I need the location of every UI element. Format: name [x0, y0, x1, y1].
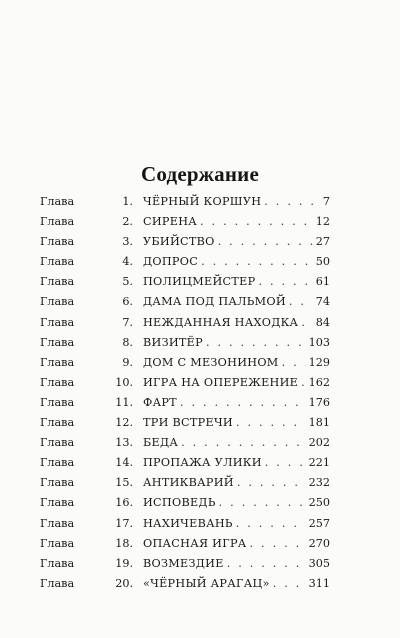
chapter-number: 6.: [122, 295, 133, 309]
toc-entry: [40, 232, 330, 252]
chapter-number: 20.: [115, 576, 133, 590]
chapter-word: Глава: [40, 235, 75, 249]
page-number: 129: [308, 355, 330, 369]
dot-leader: [200, 212, 313, 232]
chapter-title: НАХИЧЕВАНЬ: [143, 516, 233, 530]
toc-entry: [40, 252, 330, 272]
chapter-title: ДОМ С МЕЗОНИНОМ: [143, 355, 279, 369]
chapter-word: Глава: [40, 476, 75, 490]
chapter-entry: [143, 493, 330, 513]
chapter-number: 13.: [115, 436, 133, 450]
page-number: 50: [315, 255, 330, 269]
page-number: 103: [308, 335, 330, 349]
page-number: 176: [308, 395, 330, 409]
chapter-entry: [143, 292, 330, 312]
chapter-title: ВИЗИТЁР: [143, 335, 203, 349]
toc-entry: [40, 333, 330, 353]
chapter-title: ТРИ ВСТРЕЧИ: [143, 416, 233, 430]
chapter-word: Глава: [40, 355, 75, 369]
table-of-contents: [40, 192, 330, 594]
chapter-title: «ЧЁРНЫЙ АРАГАЦ»: [143, 576, 270, 590]
page-number: 162: [308, 375, 330, 389]
chapter-number: 15.: [115, 476, 133, 490]
toc-entry: [40, 393, 330, 413]
chapter-title: ВОЗМЕЗДИЕ: [143, 556, 224, 570]
page-number: 270: [308, 536, 330, 550]
toc-entry: [40, 192, 330, 212]
chapter-number: 1.: [122, 195, 133, 208]
chapter-word: Глава: [40, 295, 75, 309]
chapter-entry: [143, 252, 330, 272]
chapter-number: 9.: [122, 355, 133, 369]
toc-entry: [40, 433, 330, 453]
chapter-title: БЕДА: [143, 436, 179, 450]
chapter-title: ФАРТ: [143, 395, 177, 409]
chapter-title: ПРОПАЖА УЛИКИ: [143, 456, 262, 470]
chapter-entry: [143, 373, 330, 393]
page-number: 12: [315, 215, 330, 229]
chapter-title: ИСПОВЕДЬ: [143, 496, 216, 510]
chapter-title: ДАМА ПОД ПАЛЬМОЙ: [143, 295, 286, 309]
page-number: 7: [322, 195, 330, 208]
chapter-title: ЧЁРНЫЙ КОРШУН: [143, 195, 262, 208]
dot-leader: [181, 433, 305, 453]
chapter-number: 14.: [115, 456, 133, 470]
chapter-entry: [143, 192, 330, 212]
page-number: 305: [308, 556, 330, 570]
dot-leader: [227, 554, 306, 574]
chapter-entry: [143, 433, 330, 453]
page-number: 202: [308, 436, 330, 450]
chapter-word: Глава: [40, 395, 75, 409]
chapter-title: НЕЖДАННАЯ НАХОДКА: [143, 315, 299, 329]
chapter-entry: [143, 514, 330, 534]
chapter-number: 5.: [122, 275, 133, 289]
dot-leader: [301, 313, 312, 333]
chapter-entry: [143, 534, 330, 554]
chapter-number: 3.: [122, 235, 133, 249]
dot-leader: [237, 473, 306, 493]
toc-entry: [40, 453, 330, 473]
chapter-number: 11.: [115, 395, 133, 409]
toc-entry: [40, 574, 330, 594]
dot-leader: [282, 353, 306, 373]
chapter-entry: [143, 393, 330, 413]
dot-leader: [250, 534, 306, 554]
chapter-word: Глава: [40, 416, 75, 430]
chapter-word: Глава: [40, 496, 75, 510]
toc-entry: [40, 554, 330, 574]
chapter-title: СИРЕНА: [143, 215, 198, 229]
toc-entry: [40, 493, 330, 513]
dot-leader: [273, 574, 306, 594]
chapter-entry: [143, 453, 330, 473]
chapter-number: 7.: [122, 315, 133, 329]
chapter-number: 18.: [115, 536, 133, 550]
chapter-entry: [143, 313, 330, 333]
chapter-number: 4.: [122, 255, 133, 269]
chapter-number: 2.: [122, 215, 133, 229]
chapter-word: Глава: [40, 536, 75, 550]
toc-entry: [40, 534, 330, 554]
dot-leader: [180, 393, 306, 413]
dot-leader: [236, 514, 306, 534]
chapter-title: АНТИКВАРИЙ: [143, 476, 234, 490]
chapter-entry: [143, 554, 330, 574]
page-number: 74: [315, 295, 330, 309]
chapter-word: Глава: [40, 255, 75, 269]
page-number: 84: [315, 315, 330, 329]
chapter-title: ОПАСНАЯ ИГРА: [143, 536, 247, 550]
page-number: 181: [308, 416, 330, 430]
toc-entry: [40, 373, 330, 393]
chapter-entry: [143, 473, 330, 493]
chapter-word: Глава: [40, 456, 75, 470]
chapter-number: 10.: [115, 375, 133, 389]
chapter-word: Глава: [40, 576, 75, 590]
dot-leader: [206, 333, 306, 353]
dot-leader: [258, 272, 312, 292]
page-number: 250: [308, 496, 330, 510]
dot-leader: [236, 413, 306, 433]
dot-leader: [218, 232, 313, 252]
chapter-title: ИГРА НА ОПЕРЕЖЕНИЕ: [143, 375, 299, 389]
chapter-word: Глава: [40, 275, 75, 289]
chapter-entry: [143, 212, 330, 232]
chapter-word: Глава: [40, 556, 75, 570]
dot-leader: [264, 192, 320, 212]
toc-entry: [40, 292, 330, 312]
page-number: 257: [308, 516, 330, 530]
chapter-word: Глава: [40, 215, 75, 229]
chapter-word: Глава: [40, 315, 75, 329]
chapter-entry: [143, 353, 330, 373]
chapter-number: 16.: [115, 496, 133, 510]
chapter-title: ДОПРОС: [143, 255, 199, 269]
chapter-word: Глава: [40, 516, 75, 530]
page-number: 27: [315, 235, 330, 249]
toc-entry: [40, 272, 330, 292]
toc-entry: [40, 212, 330, 232]
dot-leader: [219, 493, 306, 513]
chapter-title: УБИЙСТВО: [143, 235, 215, 249]
page-number: 232: [308, 476, 330, 490]
toc-entry: [40, 514, 330, 534]
chapter-entry: [143, 232, 330, 252]
chapter-word: Глава: [40, 436, 75, 450]
chapter-entry: [143, 574, 330, 594]
chapter-entry: [143, 333, 330, 353]
chapter-word: Глава: [40, 375, 75, 389]
page-number: 221: [308, 456, 330, 470]
chapter-number: 17.: [115, 516, 133, 530]
chapter-entry: [143, 272, 330, 292]
chapter-number: 19.: [115, 556, 133, 570]
dot-leader: [265, 453, 306, 473]
chapter-title: ПОЛИЦМЕЙСТЕР: [143, 275, 256, 289]
chapter-word: Глава: [40, 335, 75, 349]
chapter-number: 8.: [122, 335, 133, 349]
chapter-word: Глава: [40, 195, 75, 208]
page-number: 61: [315, 275, 330, 289]
toc-entry: [40, 313, 330, 333]
page-number: 311: [308, 576, 330, 590]
toc-entry: [40, 353, 330, 373]
chapter-number: 12.: [115, 416, 133, 430]
dot-leader: [301, 373, 306, 393]
page-title: Содержание: [141, 162, 259, 187]
chapter-entry: [143, 413, 330, 433]
toc-entry: [40, 413, 330, 433]
toc-entry: [40, 473, 330, 493]
dot-leader: [289, 292, 313, 312]
dot-leader: [201, 252, 313, 272]
